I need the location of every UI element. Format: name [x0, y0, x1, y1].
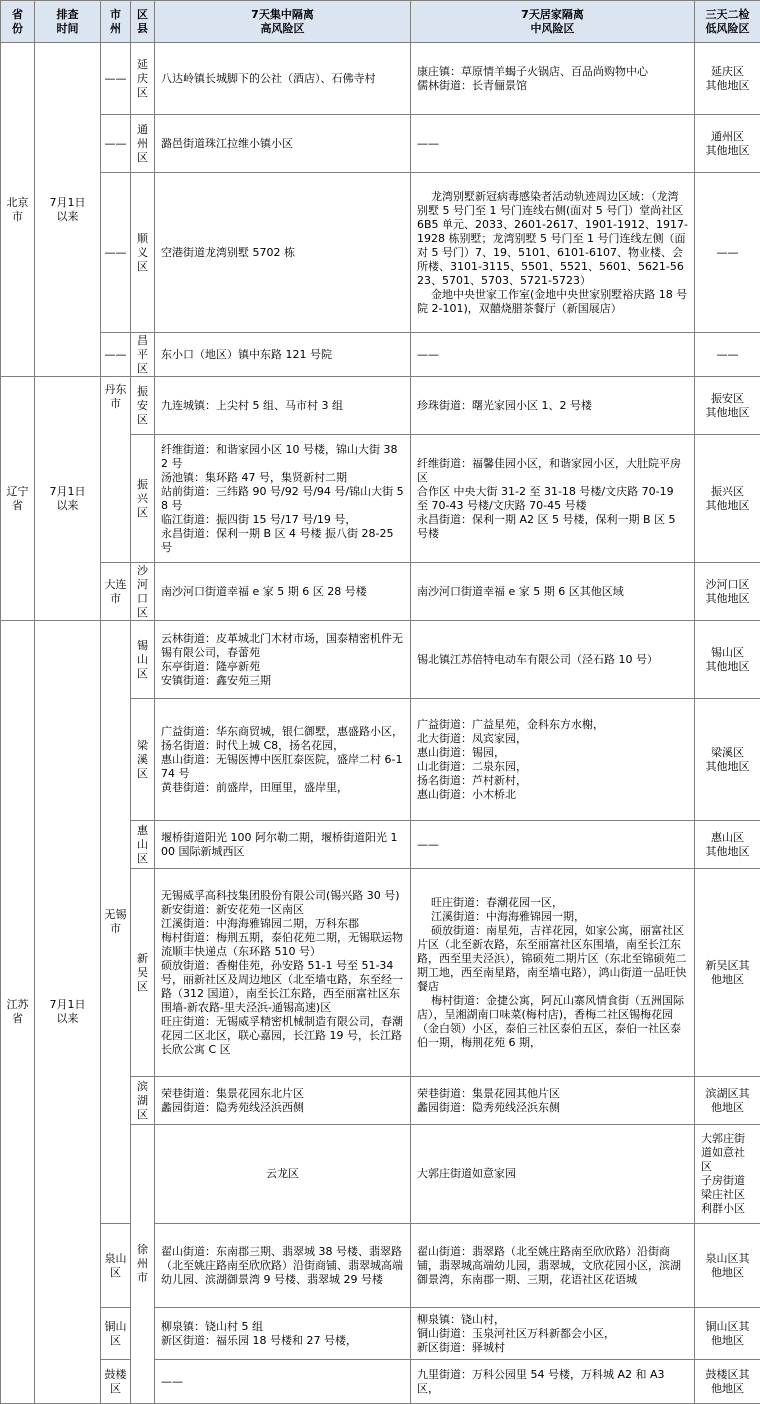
table-row	[1, 1224, 760, 1308]
low-risk-cell: 新吴区其 他地区	[695, 869, 760, 1077]
table-row	[1, 621, 760, 699]
high-risk-cell: 大郭庄街道如意家园	[411, 1125, 695, 1224]
high-risk-cell: 八达岭镇长城脚下的公社（酒店）、石佛寺村	[155, 43, 411, 115]
low-risk-cell: 振兴区 其他地区	[695, 435, 760, 563]
mid-risk-cell: 柳泉镇：铙山村， 铜山街道：玉泉河社区万科新都会小区， 新区街道：驿城村	[411, 1308, 695, 1360]
header-high-risk: 7天集中隔离 高风险区	[155, 1, 411, 43]
high-risk-cell: ——	[155, 1360, 411, 1404]
district-cell: 云龙区	[155, 1125, 411, 1224]
table-row	[1, 377, 760, 435]
low-risk-cell: 鼓楼区其 他地区	[695, 1360, 760, 1404]
district-cell: 振安区	[131, 377, 155, 435]
high-risk-cell: 纤维街道：和谐家园小区 10 号楼，锦山大街 382 号 汤池镇：集环路 47 号，集贤新村二期 站前街道：三纬路 90 号/92 号/94 号/锦山大街 58 号 临江街道：振四街 15 号/17 号/19 号， 永昌街道：保利一期 B 区 4 号楼 振八街 28-25 号	[155, 435, 411, 563]
header-mid-risk: 7天居家隔离 中风险区	[411, 1, 695, 43]
low-risk-cell: 锡山区 其他地区	[695, 621, 760, 699]
city-cell: ——	[101, 43, 131, 115]
city-cell: 大连市	[101, 563, 131, 621]
low-risk-cell: 滨湖区其 他地区	[695, 1077, 760, 1125]
table-row	[1, 173, 760, 333]
mid-risk-cell: 纤维街道：福馨佳园小区，和谐家园小区，大肚院平房区 合作区 中央大街 31-2 至 31-18 号楼/文庆路 70-19 至 70-43 号楼/文庆路 70-45 号楼 永昌街道：保利一期 A2 区 5 号楼，保利一期 B 区 5 号楼	[411, 435, 695, 563]
mid-risk-cell: 大郭庄街道如意社区 子房街道梁庄社区利群小区	[695, 1125, 760, 1224]
city-cell: ——	[101, 173, 131, 333]
table-row	[1, 43, 760, 115]
table-row	[1, 1360, 760, 1404]
district-cell: 鼓楼区	[101, 1360, 131, 1404]
low-risk-cell: 惠山区 其他地区	[695, 821, 760, 869]
table-row	[1, 115, 760, 173]
low-risk-cell: 泉山区其 他地区	[695, 1224, 760, 1308]
district-cell: 铜山区	[101, 1308, 131, 1360]
low-risk-cell: ——	[695, 333, 760, 377]
mid-risk-cell: 康庄镇：草原情羊蝎子火锅店、百品尚购物中心 儒林街道：长青俪景馆	[411, 43, 695, 115]
district-cell: 通州区	[131, 115, 155, 173]
district-cell: 锡山区	[131, 621, 155, 699]
high-risk-cell: 东小口（地区）镇中东路 121 号院	[155, 333, 411, 377]
low-risk-cell: 铜山区其 他地区	[695, 1308, 760, 1360]
mid-risk-cell: ——	[411, 821, 695, 869]
district-cell: 沙河口区	[131, 563, 155, 621]
district-cell: 振兴区	[131, 435, 155, 563]
mid-risk-cell: 旺庄街道：春潮花园一区， 江溪街道：中海海雅锦园一期， 硕放街道：南星苑，吉祥花园，如家公寓，丽富社区片区（北至新农路，东至丽富社区东围墙，南至长江东路，西至里夫泾浜），锦硕苑二期片区（东北至锦硕苑二期工地，西至南星路，南至墙屯路），鸿山街道一品旺快餐店 梅村街道：金捷公寓，阿瓦山寨风情食街（五洲国际店），呈湘湖南口味菜(梅村店)，香梅二社区锡梅花园（金白领）小区，泰伯三社区泰伯五区，泰伯一社区泰伯一期，梅荆花苑 6 期，	[411, 869, 695, 1077]
mid-risk-cell: 广益街道：广益星苑，金科东方水榭， 北大街道：凤宾家园， 惠山街道：锡园， 山北街道：二泉东园， 扬名街道：芦村新村， 惠山街道：小木桥北	[411, 699, 695, 821]
date-cell: 7月1日 以来	[35, 43, 101, 377]
high-risk-cell: 云林街道：皮革城北门木材市场，国泰精密机件无锡有限公司，春蕾苑 东亭街道：隆亭新苑 安镇街道：鑫安苑三期	[155, 621, 411, 699]
high-risk-cell: 潞邑街道珠江拉维小镇小区	[155, 115, 411, 173]
table-row	[1, 1308, 760, 1360]
mid-risk-cell: 翟山街道：翡翠路（北至姚庄路南至欣欣路）沿街商铺，翡翠城高端幼儿园，翡翠城，文欣花园小区，滨湖御景湾，东南郡一期、三期，花语社区花语城	[411, 1224, 695, 1308]
low-risk-cell: 通州区 其他地区	[695, 115, 760, 173]
high-risk-cell: 堰桥街道阳光 100 阿尔勒二期，堰桥街道阳光 100 国际新城西区	[155, 821, 411, 869]
low-risk-cell: 延庆区 其他地区	[695, 43, 760, 115]
mid-risk-cell: ——	[411, 333, 695, 377]
mid-risk-cell: 荣巷街道：集景花园其他片区 蠡园街道：隐秀苑线泾浜东侧	[411, 1077, 695, 1125]
table-row	[1, 333, 760, 377]
high-risk-cell: 无锡威孚高科技集团股份有限公司(锡兴路 30 号) 新安街道：新安花苑一区南区 江溪街道：中海海雅锦园二期，万科东郡 梅村街道：梅荆五期，泰伯花苑二期，无锡联运物流顺丰快递点（东环路 510 号） 硕放街道：香榭佳苑，孙安路 51-1 号至 51-34 号，丽新社区及周边地区（北至墙屯路，东至经一路（312 国道），南至长江东路，西至丽富社区东围墙-新农路-里夫泾浜-通锡高速)区 旺庄街道：无锡威孚精密机械制造有限公司，春潮花园二区北区，联心嘉园，长江路 19 号，长江路长欣公寓 C 区	[155, 869, 411, 1077]
header-date: 排查 时间	[35, 1, 101, 43]
low-risk-cell: ——	[695, 173, 760, 333]
province-cell: 辽宁省	[1, 377, 35, 621]
mid-risk-cell: 南沙河口街道幸福 e 家 5 期 6 区其他区域	[411, 563, 695, 621]
city-cell: ——	[101, 333, 131, 377]
high-risk-cell: 广益街道：华东商贸城，银仁御墅，惠盛路小区， 扬名街道：时代上城 C8，扬名花园， 惠山街道：无锡医博中医肛泰医院，盛岸二村 6-174 号 黄巷街道：前盛岸，田厘里，盛岸里，	[155, 699, 411, 821]
district-cell: 泉山区	[101, 1224, 131, 1308]
high-risk-cell: 九连城镇：上尖村 5 组、马市村 3 组	[155, 377, 411, 435]
header-province: 省 份	[1, 1, 35, 43]
mid-risk-cell: 九里街道：万科公园里 54 号楼，万科城 A2 和 A3 区，	[411, 1360, 695, 1404]
high-risk-cell: 荣巷街道：集景花园东北片区 蠡园街道：隐秀苑线泾浜西侧	[155, 1077, 411, 1125]
city-cell: ——	[101, 115, 131, 173]
high-risk-cell: 翟山街道：东南郡三期、翡翠城 38 号楼、翡翠路（北至姚庄路南至欣欣路）沿街商铺、翡翠城高端幼儿园、滨湖御景湾 9 号楼、翡翠城 29 号楼	[155, 1224, 411, 1308]
high-risk-cell: 空港街道龙湾别墅 5702 栋	[155, 173, 411, 333]
city-cell: 丹东市	[101, 377, 131, 563]
city-cell: 徐州市	[131, 1125, 155, 1404]
high-risk-cell: 柳泉镇：铙山村 5 组 新区街道：福乐园 18 号楼和 27 号楼，	[155, 1308, 411, 1360]
district-cell: 新吴区	[131, 869, 155, 1077]
header-district: 区 县	[131, 1, 155, 43]
province-cell: 江苏省	[1, 621, 35, 1404]
low-risk-cell: 振安区 其他地区	[695, 377, 760, 435]
district-cell: 昌平区	[131, 333, 155, 377]
district-cell: 顺义区	[131, 173, 155, 333]
mid-risk-cell: 珍珠街道：曙光家园小区 1、2 号楼	[411, 377, 695, 435]
date-cell: 7月1日 以来	[35, 621, 101, 1404]
date-cell: 7月1日 以来	[35, 377, 101, 621]
high-risk-cell: 南沙河口街道幸福 e 家 5 期 6 区 28 号楼	[155, 563, 411, 621]
district-cell: 梁溪区	[131, 699, 155, 821]
district-cell: 延庆区	[131, 43, 155, 115]
mid-risk-cell: 锡北镇江苏倍特电动车有限公司（泾石路 10 号）	[411, 621, 695, 699]
low-risk-cell: 梁溪区 其他地区	[695, 699, 760, 821]
mid-risk-cell: ——	[411, 115, 695, 173]
province-cell: 北京市	[1, 43, 35, 377]
district-cell: 惠山区	[131, 821, 155, 869]
district-cell: 滨湖区	[131, 1077, 155, 1125]
header-city: 市 州	[101, 1, 131, 43]
header-row	[1, 1, 760, 43]
city-cell: 无锡市	[101, 621, 131, 1224]
low-risk-cell: 沙河口区 其他地区	[695, 563, 760, 621]
header-low-risk: 三天二检 低风险区	[695, 1, 760, 43]
mid-risk-cell: 龙湾别墅新冠病毒感染者活动轨迹周边区域：（龙湾别墅 5 号门至 1 号门连线右侧(面对 5 号门）堂尚社区 6B5 单元、2033、2601-2617、1901-1912、1917-1928 栋别墅；龙湾别墅 5 号门至 1 号门连线左侧（面对 5 号门）7、19、5101、6101-6107、物业楼、会所楼、3101-3115、5501、5521、5601、5621-5623、5701、5703、5721-5723） 金地中央世家工作室(金地中央世家别墅裕庆路 18 号院 2-101)，双囍烧腊茶餐厅（新国展店）	[411, 173, 695, 333]
table-row	[1, 563, 760, 621]
